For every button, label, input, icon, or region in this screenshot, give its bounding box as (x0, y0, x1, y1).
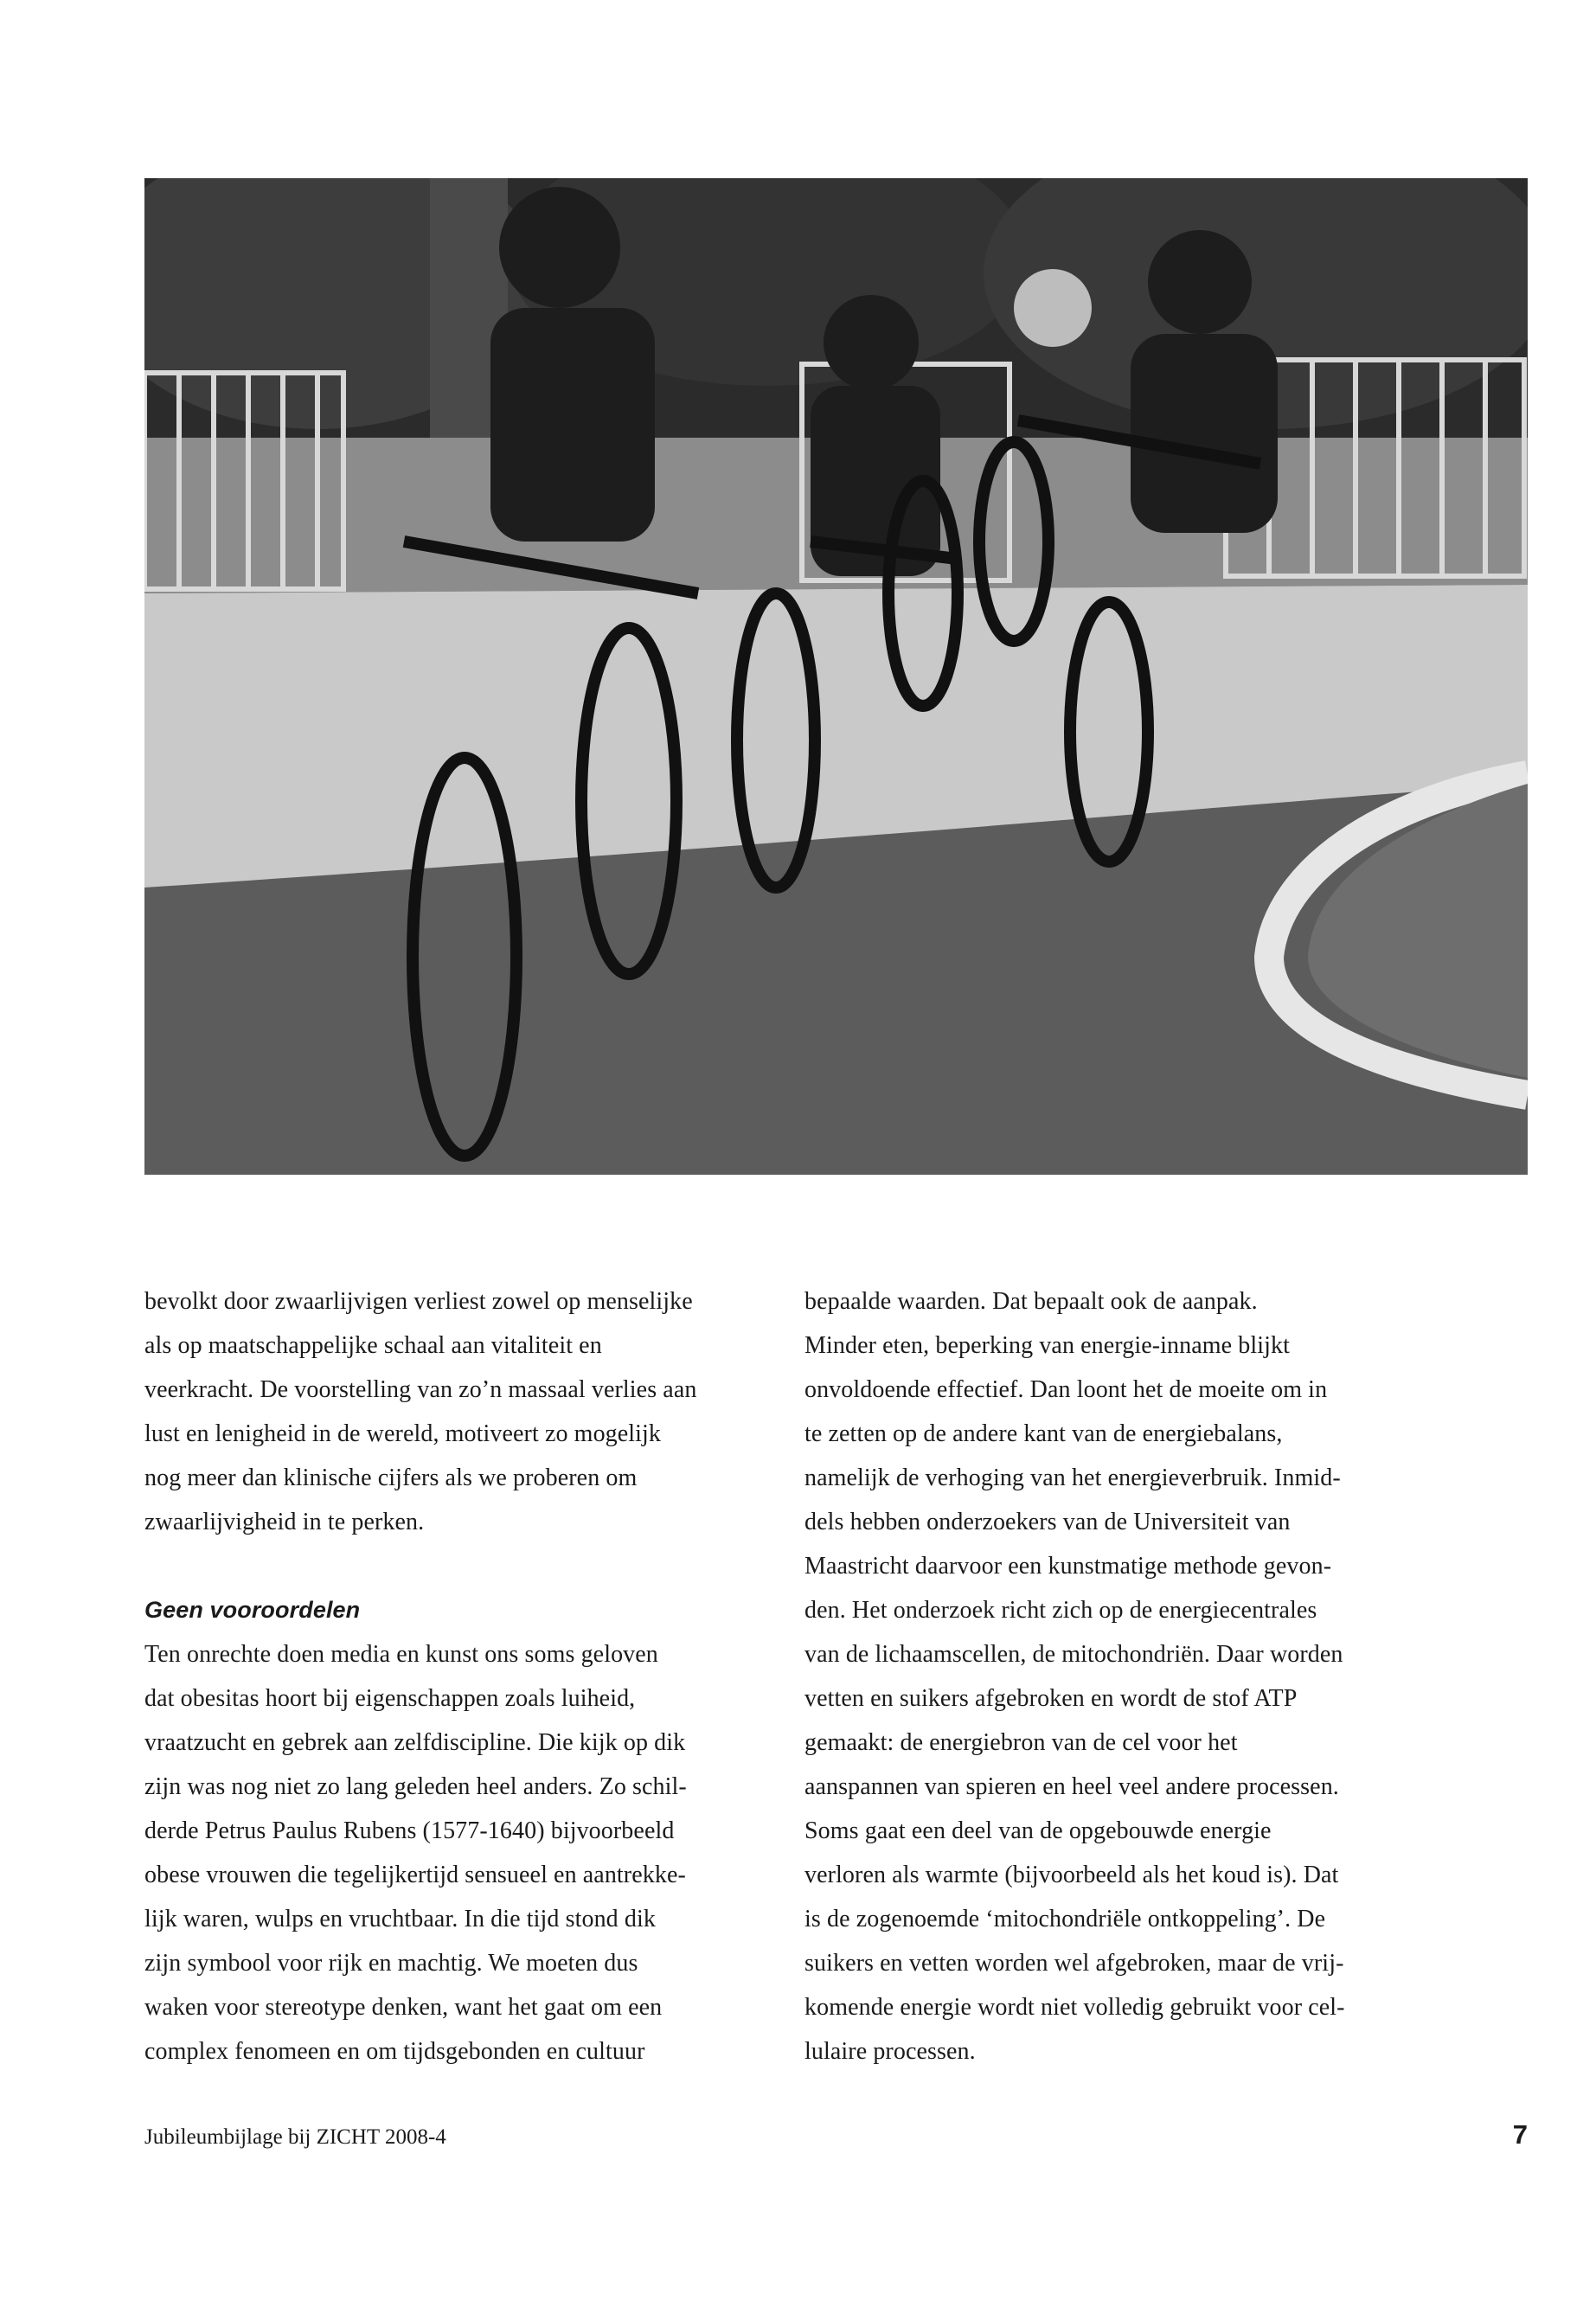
text-line: bevolkt door zwaarlijvigen verliest zowel op menselijke (144, 1288, 693, 1315)
text-line: obese vrouwen die tegelijkertijd sensueel en aantrekke- (144, 1862, 686, 1888)
text-line: komende energie wordt niet volledig gebruikt voor cel- (804, 1994, 1345, 2021)
text-line: vetten en suikers afgebroken en wordt de stof ATP (804, 1685, 1298, 1712)
text-line: nog meer dan klinische cijfers als we proberen om (144, 1465, 638, 1491)
text-line: namelijk de verhoging van het energieverbruik. Inmid- (804, 1465, 1341, 1491)
text-line: gemaakt: de energiebron van de cel voor het (804, 1729, 1238, 1756)
text-line: Maastricht daarvoor een kunstmatige methode gevon- (804, 1553, 1332, 1580)
text-line: suikers en vetten worden wel afgebroken, maar de vrij- (804, 1950, 1344, 1977)
text-line: verloren als warmte (bijvoorbeeld als het koud is). Dat (804, 1862, 1339, 1888)
paragraph-gap (144, 1544, 785, 1588)
text-line: waken voor stereotype denken, want het gaat om een (144, 1994, 663, 2021)
text-line: lust en lenigheid in de wereld, motiveert zo mogelijk (144, 1420, 662, 1447)
right-column (804, 1279, 1445, 2073)
page-number: 7 (1512, 2119, 1528, 2150)
children-cycling-photo (144, 178, 1528, 1175)
text-line: complex fenomeen en om tijdsgebonden en cultuur (144, 2038, 645, 2065)
text-line: dels hebben onderzoekers van de Universiteit van (804, 1509, 1291, 1535)
text-line: derde Petrus Paulus Rubens (1577-1640) bijvoorbeeld (144, 1817, 675, 1844)
text-line: bepaalde waarden. Dat bepaalt ook de aanpak. (804, 1288, 1258, 1315)
text-line: Minder eten, beperking van energie-inname blijkt (804, 1332, 1290, 1359)
text-line: zwaarlijvigheid in te perken. (144, 1509, 425, 1535)
text-line: veerkracht. De voorstelling van zo’n massaal verlies aan (144, 1376, 697, 1403)
text-line: zijn symbool voor rijk en machtig. We moeten dus (144, 1950, 638, 1977)
text-line: lulaire processen. (804, 2038, 976, 2065)
text-line: dat obesitas hoort bij eigenschappen zoals luiheid, (144, 1685, 636, 1712)
text-line: Ten onrechte doen media en kunst ons soms geloven (144, 1641, 658, 1668)
text-line: te zetten op de andere kant van de energiebalans, (804, 1420, 1283, 1447)
footer-publication: Jubileumbijlage bij ZICHT 2008-4 (144, 2125, 446, 2149)
text-line: zijn was nog niet zo lang geleden heel anders. Zo schil- (144, 1773, 687, 1800)
text-line: onvoldoende effectief. Dan loont het de moeite om in (804, 1376, 1328, 1403)
text-line: lijk waren, wulps en vruchtbaar. In die tijd stond dik (144, 1906, 656, 1932)
text-line: van de lichaamscellen, de mitochondriën. Daar worden (804, 1641, 1343, 1668)
text-line: is de zogenoemde ‘mitochondriële ontkoppeling’. De (804, 1906, 1326, 1932)
left-column (144, 1279, 785, 2073)
text-line: aanspannen van spieren en heel veel andere processen. (804, 1773, 1339, 1800)
text-line: vraatzucht en gebrek aan zelfdiscipline. Die kijk op dik (144, 1729, 686, 1756)
text-line: den. Het onderzoek richt zich op de energiecentrales (804, 1597, 1317, 1624)
text-line: als op maatschappelijke schaal aan vitaliteit en (144, 1332, 602, 1359)
text-line: Soms gaat een deel van de opgebouwde energie (804, 1817, 1272, 1844)
section-heading: Geen vooroordelen (144, 1597, 361, 1623)
